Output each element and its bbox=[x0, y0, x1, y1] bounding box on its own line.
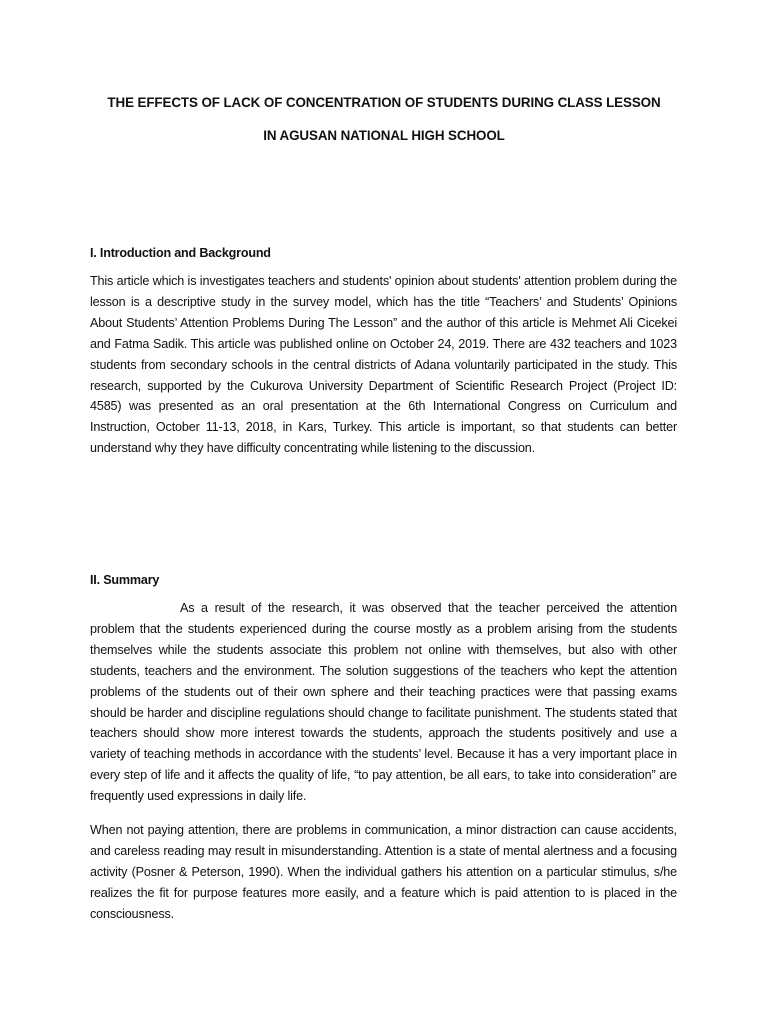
section-heading-introduction: I. Introduction and Background bbox=[90, 246, 271, 260]
summary-paragraph-2: When not paying attention, there are problems in communication, a minor distraction can cause accidents, and careless reading may result in misunderstanding. Attention is a state of mental alertness and a focusing activity (Posner & Peterson, 1990). When the individual gathers his attention on a particular stimulus, s/he realizes the fit for purpose features more easily, and a feature which is paid attention to is placed in the consciousness. bbox=[90, 823, 677, 921]
summary-paragraph-1: As a result of the research, it was observed that the teacher perceived the attention problem that the students experienced during the course mostly as a problem arising from the students themselves while the students associate this problem not online with themselves, but also with other students, teachers and the environment. The solution suggestions of the teachers who kept the attention problems of the students out of their own sphere and their teaching practices were that passing exams should be harder and discipline regulations should change to facilitate punishment. The students stated that teachers should show more interest towards the students, approach the students positively and use a variety of teaching methods in accordance with the students’ level. Because it has a very important place in every step of life and it affects the quality of life, “to pay attention, be all ears, to take into consideration” are frequently used expressions in daily life. bbox=[90, 601, 677, 804]
document-title-line1: THE EFFECTS OF LACK OF CONCENTRATION OF STUDENTS DURING CLASS LESSON bbox=[107, 95, 661, 110]
introduction-paragraph: This article which is investigates teachers and students' opinion about students' attention problem during the lesson is a descriptive study in the survey model, which has the title “Teachers’ and Students’ Opinions About Students’ Attention Problems During The Lesson” and the author of this article is Mehmet Ali Cicekei and Fatma Sadik. This article was published online on October 24, 2019. There are 432 teachers and 1023 students from secondary schools in the central districts of Adana voluntarily participated in the study. This research, supported by the Cukurova University Department of Scientific Research Project (Project ID: 4585) was presented as an oral presentation at the 6th International Congress on Curriculum and Instruction, October 11-13, 2018, in Kars, Turkey. This article is important, so that students can better understand why they have difficulty concentrating while listening to the discussion. bbox=[90, 274, 677, 456]
document-title-line2: IN AGUSAN NATIONAL HIGH SCHOOL bbox=[263, 128, 505, 143]
section-heading-summary: II. Summary bbox=[90, 573, 160, 587]
